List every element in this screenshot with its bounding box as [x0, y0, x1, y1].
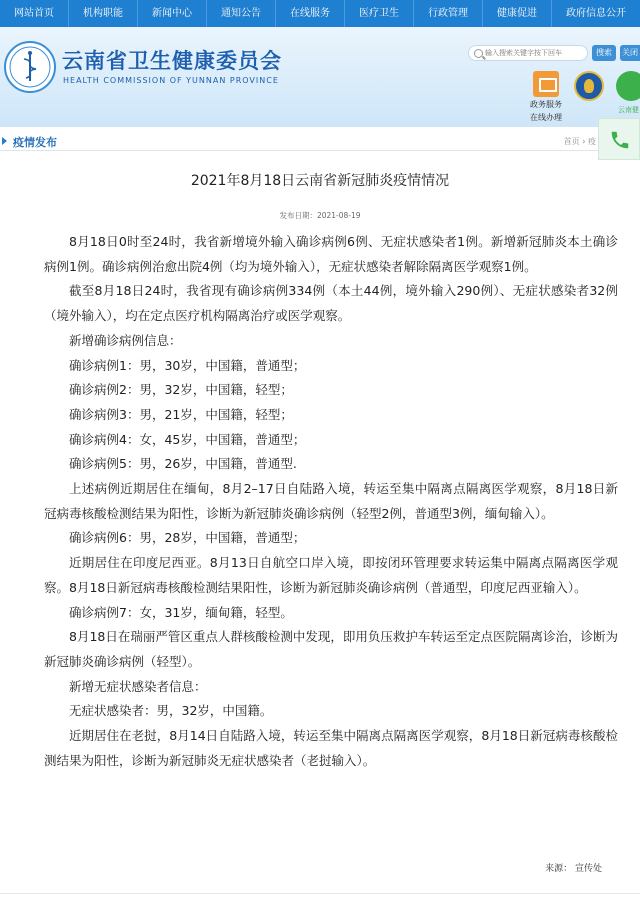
site-title-english: HEALTH COMMISSION OF YUNNAN PROVINCE	[63, 76, 279, 85]
article-paragraph: 确诊病例7：女，31岁，缅甸籍，轻型。	[69, 604, 293, 620]
nav-item-functions[interactable]: 机构职能	[69, 0, 138, 27]
article-title: 2021年8月18日云南省新冠肺炎疫情情况	[190, 173, 450, 189]
search-button[interactable]: 搜索	[592, 45, 616, 61]
search-icon	[474, 49, 483, 58]
article-paragraph: 近期居住在印度尼西亚。8月13日自航空口岸入境，即按闭环管理要求转运集中隔离点隔离医学观察。8月18日新冠病毒核酸检测结果阳性，诊断为新冠肺炎确诊病例（普通型，印度尼西亚输入）。	[44, 555, 618, 595]
article-paragraph: 确诊病例1：男，30岁，中国籍，普通型；	[69, 357, 306, 373]
chevron-right-icon	[2, 137, 7, 145]
article-paragraph: 确诊病例4：女，45岁，中国籍，普通型；	[69, 431, 306, 447]
article-paragraph: 8月18日0时至24时，我省新增境外输入确诊病例6例、无症状感染者1例。新增新冠肺炎本土确诊病例1例。确诊病例治愈出院4例（均为境外输入），无症状感染者解除隔离医学观察1例。	[44, 234, 618, 274]
nav-item-medical[interactable]: 医疗卫生	[345, 0, 414, 27]
breadcrumb[interactable]: 首页 › 疫	[563, 137, 596, 146]
gov-service-label-1: 政务服务	[530, 100, 562, 109]
section-title[interactable]: 疫情发布	[13, 136, 57, 149]
article-paragraph: 新增无症状感染者信息：	[69, 678, 207, 694]
article-paragraph: 确诊病例5：男，26岁，中国籍，普通型.	[69, 456, 297, 472]
badge-emblem-icon[interactable]	[574, 71, 604, 101]
search-input[interactable]	[485, 47, 585, 59]
article-body	[44, 230, 618, 773]
article-paragraph: 截至8月18日24时，我省现有确诊病例334例（本土44例，境外输入290例）、无症状感染者32例（境外输入），均在定点医疗机构隔离治疗或医学观察。	[44, 283, 618, 324]
nav-item-online-service[interactable]: 在线服务	[276, 0, 345, 27]
search-box	[468, 45, 588, 61]
article-paragraph: 近期居住在老挝，8月14日自陆路入境，转运至集中隔离点隔离医学观察，8月18日新冠病毒核酸检测结果为阳性，诊断为新冠肺炎无症状感染者（老挝输入）。	[44, 728, 618, 768]
article-paragraph: 8月18日在瑞丽严管区重点人群核酸检测中发现，即用负压救护车转运至定点医院隔离诊治，诊断为新冠肺炎确诊病例（轻型）。	[44, 629, 618, 669]
health-yunnan-label: 云南健	[618, 106, 639, 114]
gov-service-link[interactable]	[528, 71, 564, 123]
breadcrumb-bar	[0, 131, 598, 151]
nav-item-notices[interactable]: 通知公告	[207, 0, 276, 27]
close-button[interactable]: 关闭	[620, 45, 640, 61]
publish-date: 发布日期：2021-08-19	[279, 211, 361, 220]
article-paragraph: 确诊病例6：男，28岁，中国籍，普通型；	[69, 530, 306, 546]
gov-service-label-2: 在线办理	[530, 113, 562, 122]
article-paragraph: 新增确诊病例信息：	[69, 332, 182, 348]
gov-service-icon	[533, 71, 559, 97]
article-paragraph: 无症状感染者：男，32岁，中国籍。	[69, 703, 273, 719]
phone-float-button[interactable]	[598, 118, 640, 160]
divider	[0, 893, 640, 894]
top-nav	[0, 0, 640, 27]
article-paragraph: 上述病例近期居住在缅甸，8月2–17日自陆路入境，转运至集中隔离点隔离医学观察，8月18日新冠病毒核酸检测结果为阳性，诊断为新冠肺炎确诊病例（轻型2例，普通型3例，缅甸输入）。	[44, 481, 619, 521]
article-paragraph: 确诊病例2：男，32岁，中国籍，轻型；	[69, 382, 293, 398]
nav-item-home[interactable]: 网站首页	[0, 0, 69, 27]
article-source: 来源： 宣传处	[545, 864, 602, 874]
nav-item-administration[interactable]: 行政管理	[414, 0, 483, 27]
site-title[interactable]: 云南省卫生健康委员会	[62, 49, 282, 73]
article-paragraph: 确诊病例3：男，21岁，中国籍，轻型；	[69, 406, 293, 422]
phone-icon	[609, 129, 631, 151]
emblem-logo[interactable]	[4, 41, 56, 93]
site-header	[0, 27, 640, 127]
health-yunnan-icon[interactable]	[616, 71, 640, 101]
nav-item-health-promotion[interactable]: 健康促进	[483, 0, 552, 27]
nav-item-info-disclosure[interactable]: 政府信息公开	[566, 8, 626, 19]
nav-item-news[interactable]: 新闻中心	[138, 0, 207, 27]
